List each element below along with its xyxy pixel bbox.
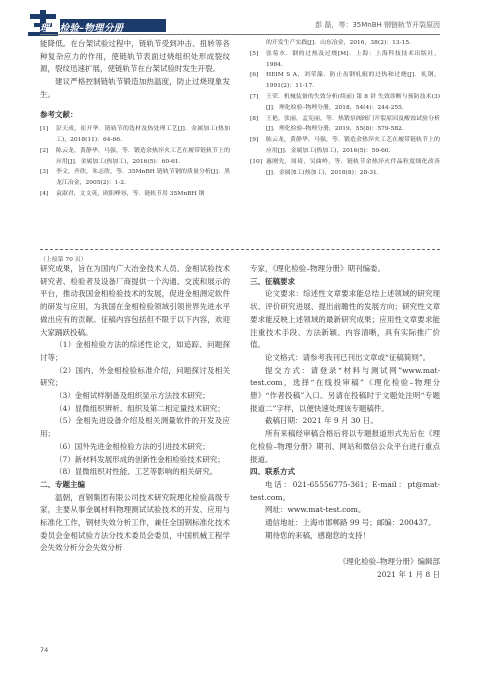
reference-list-left <box>40 124 230 200</box>
topic-item: （2）国内、外金相检验标准介绍，问题探讨及相关研究； <box>40 365 230 388</box>
bottom-right-column <box>250 263 440 582</box>
reference-item: [3] 李文，齐欣，朱志欣，等．35MnBH 链轨节钢的质量分析[J]．黑龙江冶金，2005(2)：1-2. <box>40 169 230 187</box>
topic-item: （4）显微组织辨析、组织及第二相定量技术研究； <box>55 403 225 413</box>
call-intro-paragraph: 研究成果，旨在为国内广大冶金技术人员、金相试验技术研究者、检验者及设备厂商提供一个沟通、交流和展示的平台，推动我国金相检验技术的发展，促进金相测定软件的研发与应用，为我国在金相检验领域引领世界先进水平做出应有的贡献。征稿内容包括但不限于以下内容，欢迎大家踊跃投稿。 <box>40 264 230 337</box>
signature-date: 2021 年 1 月 8 日 <box>376 570 440 580</box>
conclusion-paragraph: 能降低。在台架试验过程中，链轨节受到冲击、扭转等各种复杂应力的作用，使链轨节表面过烧组织处形成裂纹源，裂纹迅速扩展，使链轨节在台架试验时发生开裂。 <box>40 39 230 74</box>
topic-item: （8）显微组织对性能、工艺等影响的相关研究。 <box>55 467 218 477</box>
reference-item: [6] HEIM S A，刘荣藻．防止齿钢轧辊的过热和过烧[J]．轧钢，1991(2)：11-17. <box>250 72 440 90</box>
section-heading: 四、联系方式 <box>250 467 295 477</box>
page-number: 74 <box>40 646 49 654</box>
top-left-column <box>40 38 230 200</box>
publication-paragraph: 所有来稿经审稿合格后将以专题报道形式先后在《理化检验–物理分册》期刊、网站和微信公众平台进行重点报道。 <box>250 429 440 464</box>
format-paragraph: 论文格式：请参考我刊已刊出文章或“征稿简则”。 <box>265 352 431 362</box>
section-heading: 三、征稿要求 <box>250 276 295 286</box>
section-divider <box>40 249 440 250</box>
topic-item: （3）金相试样制备及组织显示方法技术研究； <box>55 391 210 401</box>
reference-item: [2] 陈云龙，黄静华，马强，等．锻造余热淬火工艺在履带链轨节上的应用[J]．金属加工(热加工)，2016(5)：60-61. <box>40 147 230 165</box>
contact-address: 通信地址：上海市邯郸路 99 号；邮编：200437。 <box>265 518 436 528</box>
bottom-left-column <box>40 263 230 555</box>
contact-phone-email: 电话：021-65556775-361；E-mail：pt@mat-test.com。 <box>250 479 440 502</box>
reference-item: [4] 袁淑君，文文英，欧阳峥容，等．链轨节用 35MnBH 钢 <box>40 191 205 197</box>
reference-item: 的开发生产实践[J]．山东冶金，2016，38(2)：13-15. <box>266 40 412 46</box>
recommendation-paragraph: 建议严格控制链轨节锻造加热温度，防止过烧现象发生。 <box>40 77 230 99</box>
reference-item: [8] 王艳，张丽，孟宪丽，等．热锻泵阀阀门开裂原因及酸蚀试验分析[J]．理化检验–物理分册，2019，55(8)：579-582. <box>250 115 440 133</box>
reference-item: [10] 惠刚先，周琦，吴曲岭，等．链轨节余热淬火件晶粒度细化改善[J]．金属加工(热加工)，2018(8)：28-31. <box>250 158 440 176</box>
topic-item: （5）金相先进设备介绍及相关测量软件的开发及应用； <box>40 416 230 439</box>
submission-paragraph: 提交方式：请登录“材料与测试网”www.mat-test.com，选择“在线投审稿”《理化检验–物理分册》“作者投稿”入口。另请在投稿时于文题处注明“专题报道二”字样，以便快速处理该专题稿件。 <box>250 365 440 413</box>
topic-item: （6）国外先进金相检验方法的引进技术研究； <box>55 441 210 451</box>
signature: 《理化检验–物理分册》编辑部 <box>338 557 440 567</box>
topic-item: （1）金相检验方法的综述性论文，如追踪、问题探讨等； <box>40 340 230 362</box>
deadline-paragraph: 截稿日期：2021 年 9 月 30 日。 <box>265 416 378 426</box>
contact-website: 网址：www.mat-test.com。 <box>265 505 366 515</box>
topic-item: （7）新材料发展形成的创新性金相检验技术研究； <box>55 454 225 464</box>
closing-line: 期待您的来稿，感谢您的支持！ <box>265 530 370 540</box>
reference-item: [5] 张菊水．钢的过热及过烧[M]．上海：上海科技技术出版社，1984. <box>250 50 440 68</box>
references-heading: 参考文献： <box>40 109 78 119</box>
continued-note: （上接第 70 页） <box>40 257 87 263</box>
journal-name: 理化检验–物理分册 <box>40 23 124 34</box>
reference-item: [9] 陈云龙，黄静华，马强，等．锻造余热淬火工艺在履带链轨节上的应用[J]．金属加工(热加工)，2016(5)：59-60. <box>250 137 440 154</box>
editor-paragraph-cont: 专家，《理化检验–物理分册》期刊编委。 <box>250 264 385 273</box>
editor-paragraph: 温朝，首钢集团有限公司技术研究院理化检验高级专家，主要从事金属材料物理测试试验技术的开发、应用与标准化工作，钢材失效分析工作，兼任全国钢标准化技术委员会金相试验方法分技术委员会委员，中国机械工程学会失效分析分会失效分析 <box>40 492 230 553</box>
reference-list-right <box>250 38 440 178</box>
requirement-paragraph: 论文要求：综述性文章要求能总结上述领域的研究现状、评价研究进展、提出前瞻性的发展方向；研究性文章要求能反映上述领域的最新研究成果；应用性文章要求能注重技术手段、方法新颖、内容清晰，具有实际推广价值。 <box>250 289 440 350</box>
header-rule <box>40 34 440 35</box>
reference-item: [7] 王荣．机械装备的失效分析(续前) 第 8 讲 失效诊断与预防技术(3)[J]．理化检验–物理分册，2018，54(4)：244-255. <box>250 93 440 111</box>
running-title: 彭 磊，等：35MnBH 钢链轨节开裂原因 <box>315 21 440 29</box>
reference-item: [1] 彭天成，崔开华．链轨节的选材及热处理工艺[J]．金属加工(热加工)，2018(11)：64-66. <box>40 126 230 144</box>
section-heading: 二、专题主编 <box>40 479 85 489</box>
